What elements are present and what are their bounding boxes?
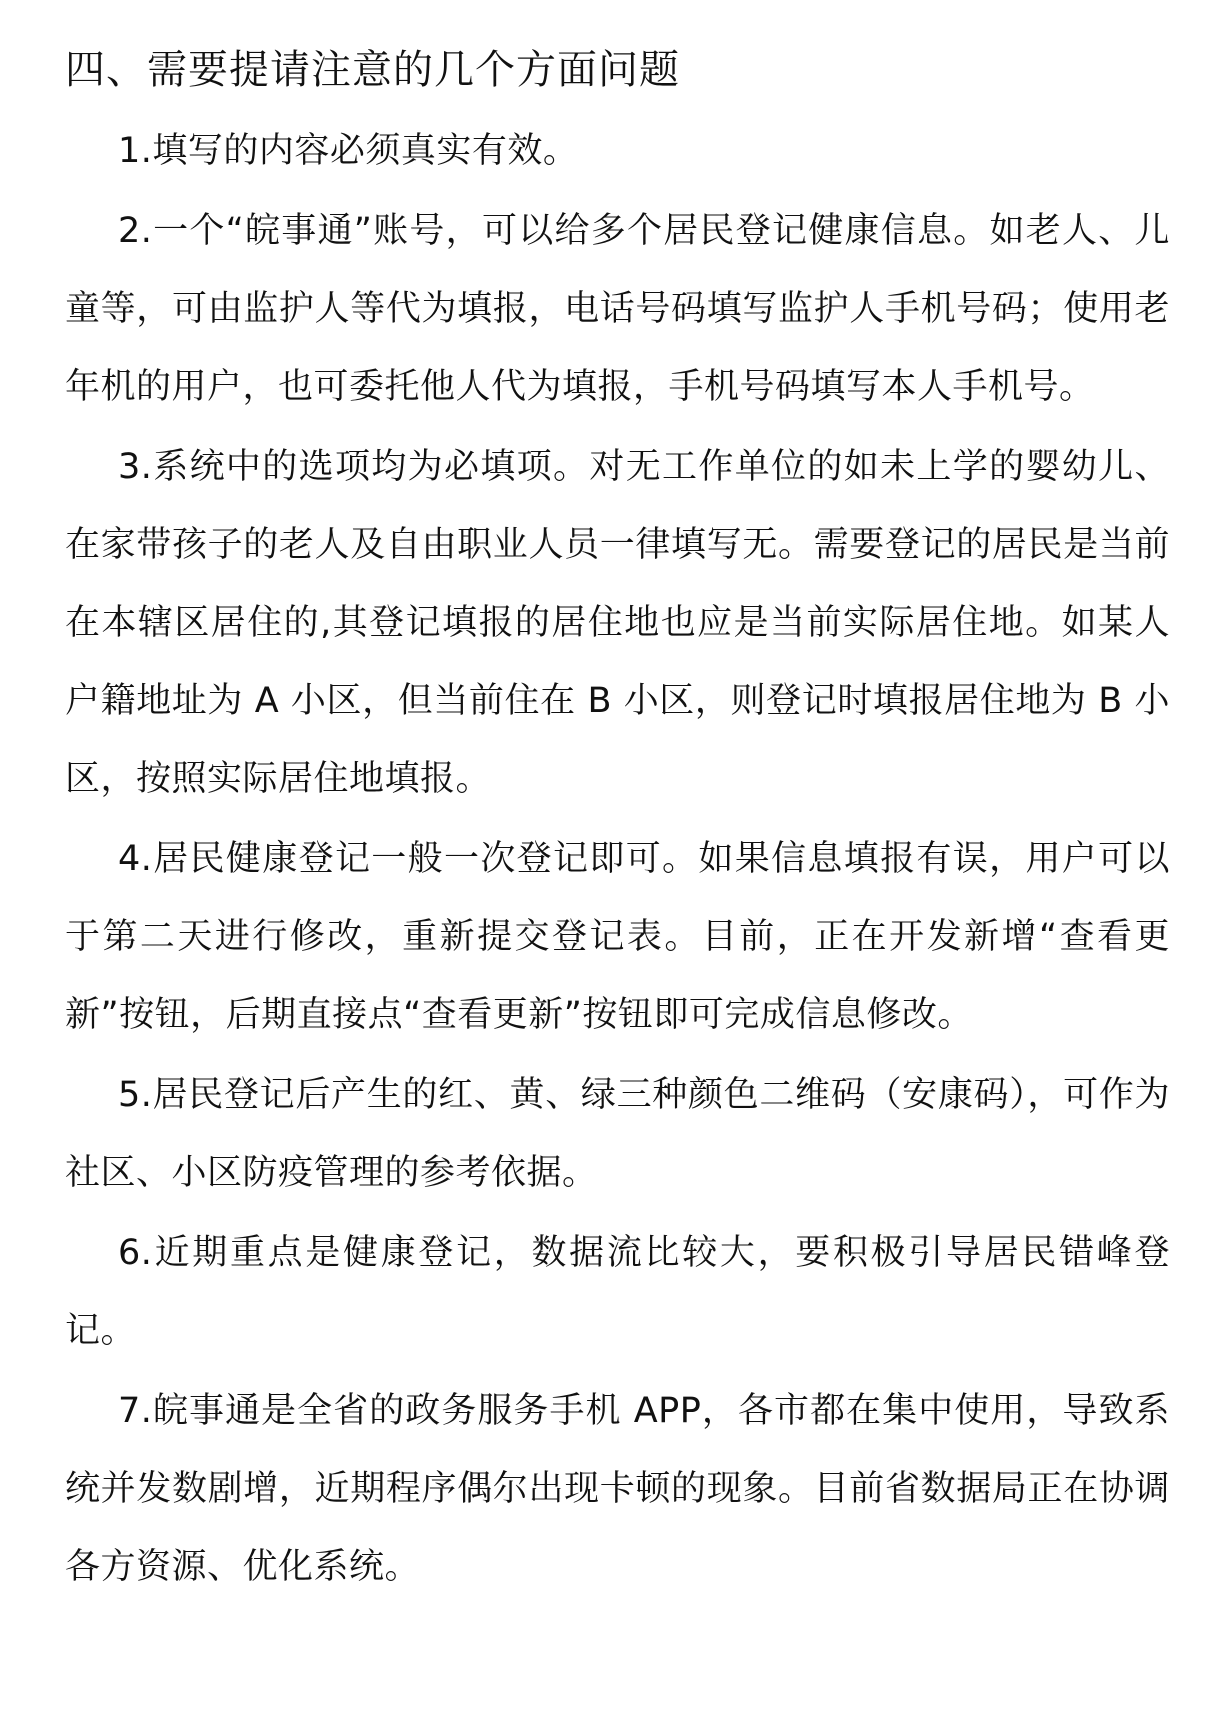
section-heading: 四、需要提请注意的几个方面问题 — [65, 47, 680, 93]
paragraph-1: 1.填写的内容必须真实有效。 — [118, 131, 579, 171]
paragraph-5: 5.居民登记后产生的红、黄、绿三种颜色二维码（安康码），可作为社区、小区防疫管理的参考依据。 — [65, 1075, 1170, 1193]
paragraph-2: 2.一个“皖事通”账号，可以给多个居民登记健康信息。如老人、儿童等，可由监护人等代为填报，电话号码填写监护人手机号码；使用老年机的用户，也可委托他人代为填报，手机号码填写本人手机号。 — [65, 211, 1170, 407]
paragraph-4: 4.居民健康登记一般一次登记即可。如果信息填报有误，用户可以于第二天进行修改，重新提交登记表。目前，正在开发新增“查看更新”按钮，后期直接点“查看更新”按钮即可完成信息修改。 — [65, 839, 1170, 1035]
paragraph-3: 3.系统中的选项均为必填项。对无工作单位的如未上学的婴幼儿、在家带孩子的老人及自由职业人员一律填写无。需要登记的居民是当前在本辖区居住的,其登记填报的居住地也应是当前实际居住地。如某人户籍地址为 A 小区，但当前住在 B 小区，则登记时填报居住地为 B 小区，按照实际居住地填报。 — [65, 447, 1170, 799]
paragraph-6: 6.近期重点是健康登记，数据流比较大，要积极引导居民错峰登记。 — [65, 1233, 1170, 1351]
document-page — [65, 28, 1170, 1606]
paragraph-7: 7.皖事通是全省的政务服务手机 APP，各市都在集中使用，导致系统并发数剧增，近期程序偶尔出现卡顿的现象。目前省数据局正在协调各方资源、优化系统。 — [65, 1391, 1170, 1587]
